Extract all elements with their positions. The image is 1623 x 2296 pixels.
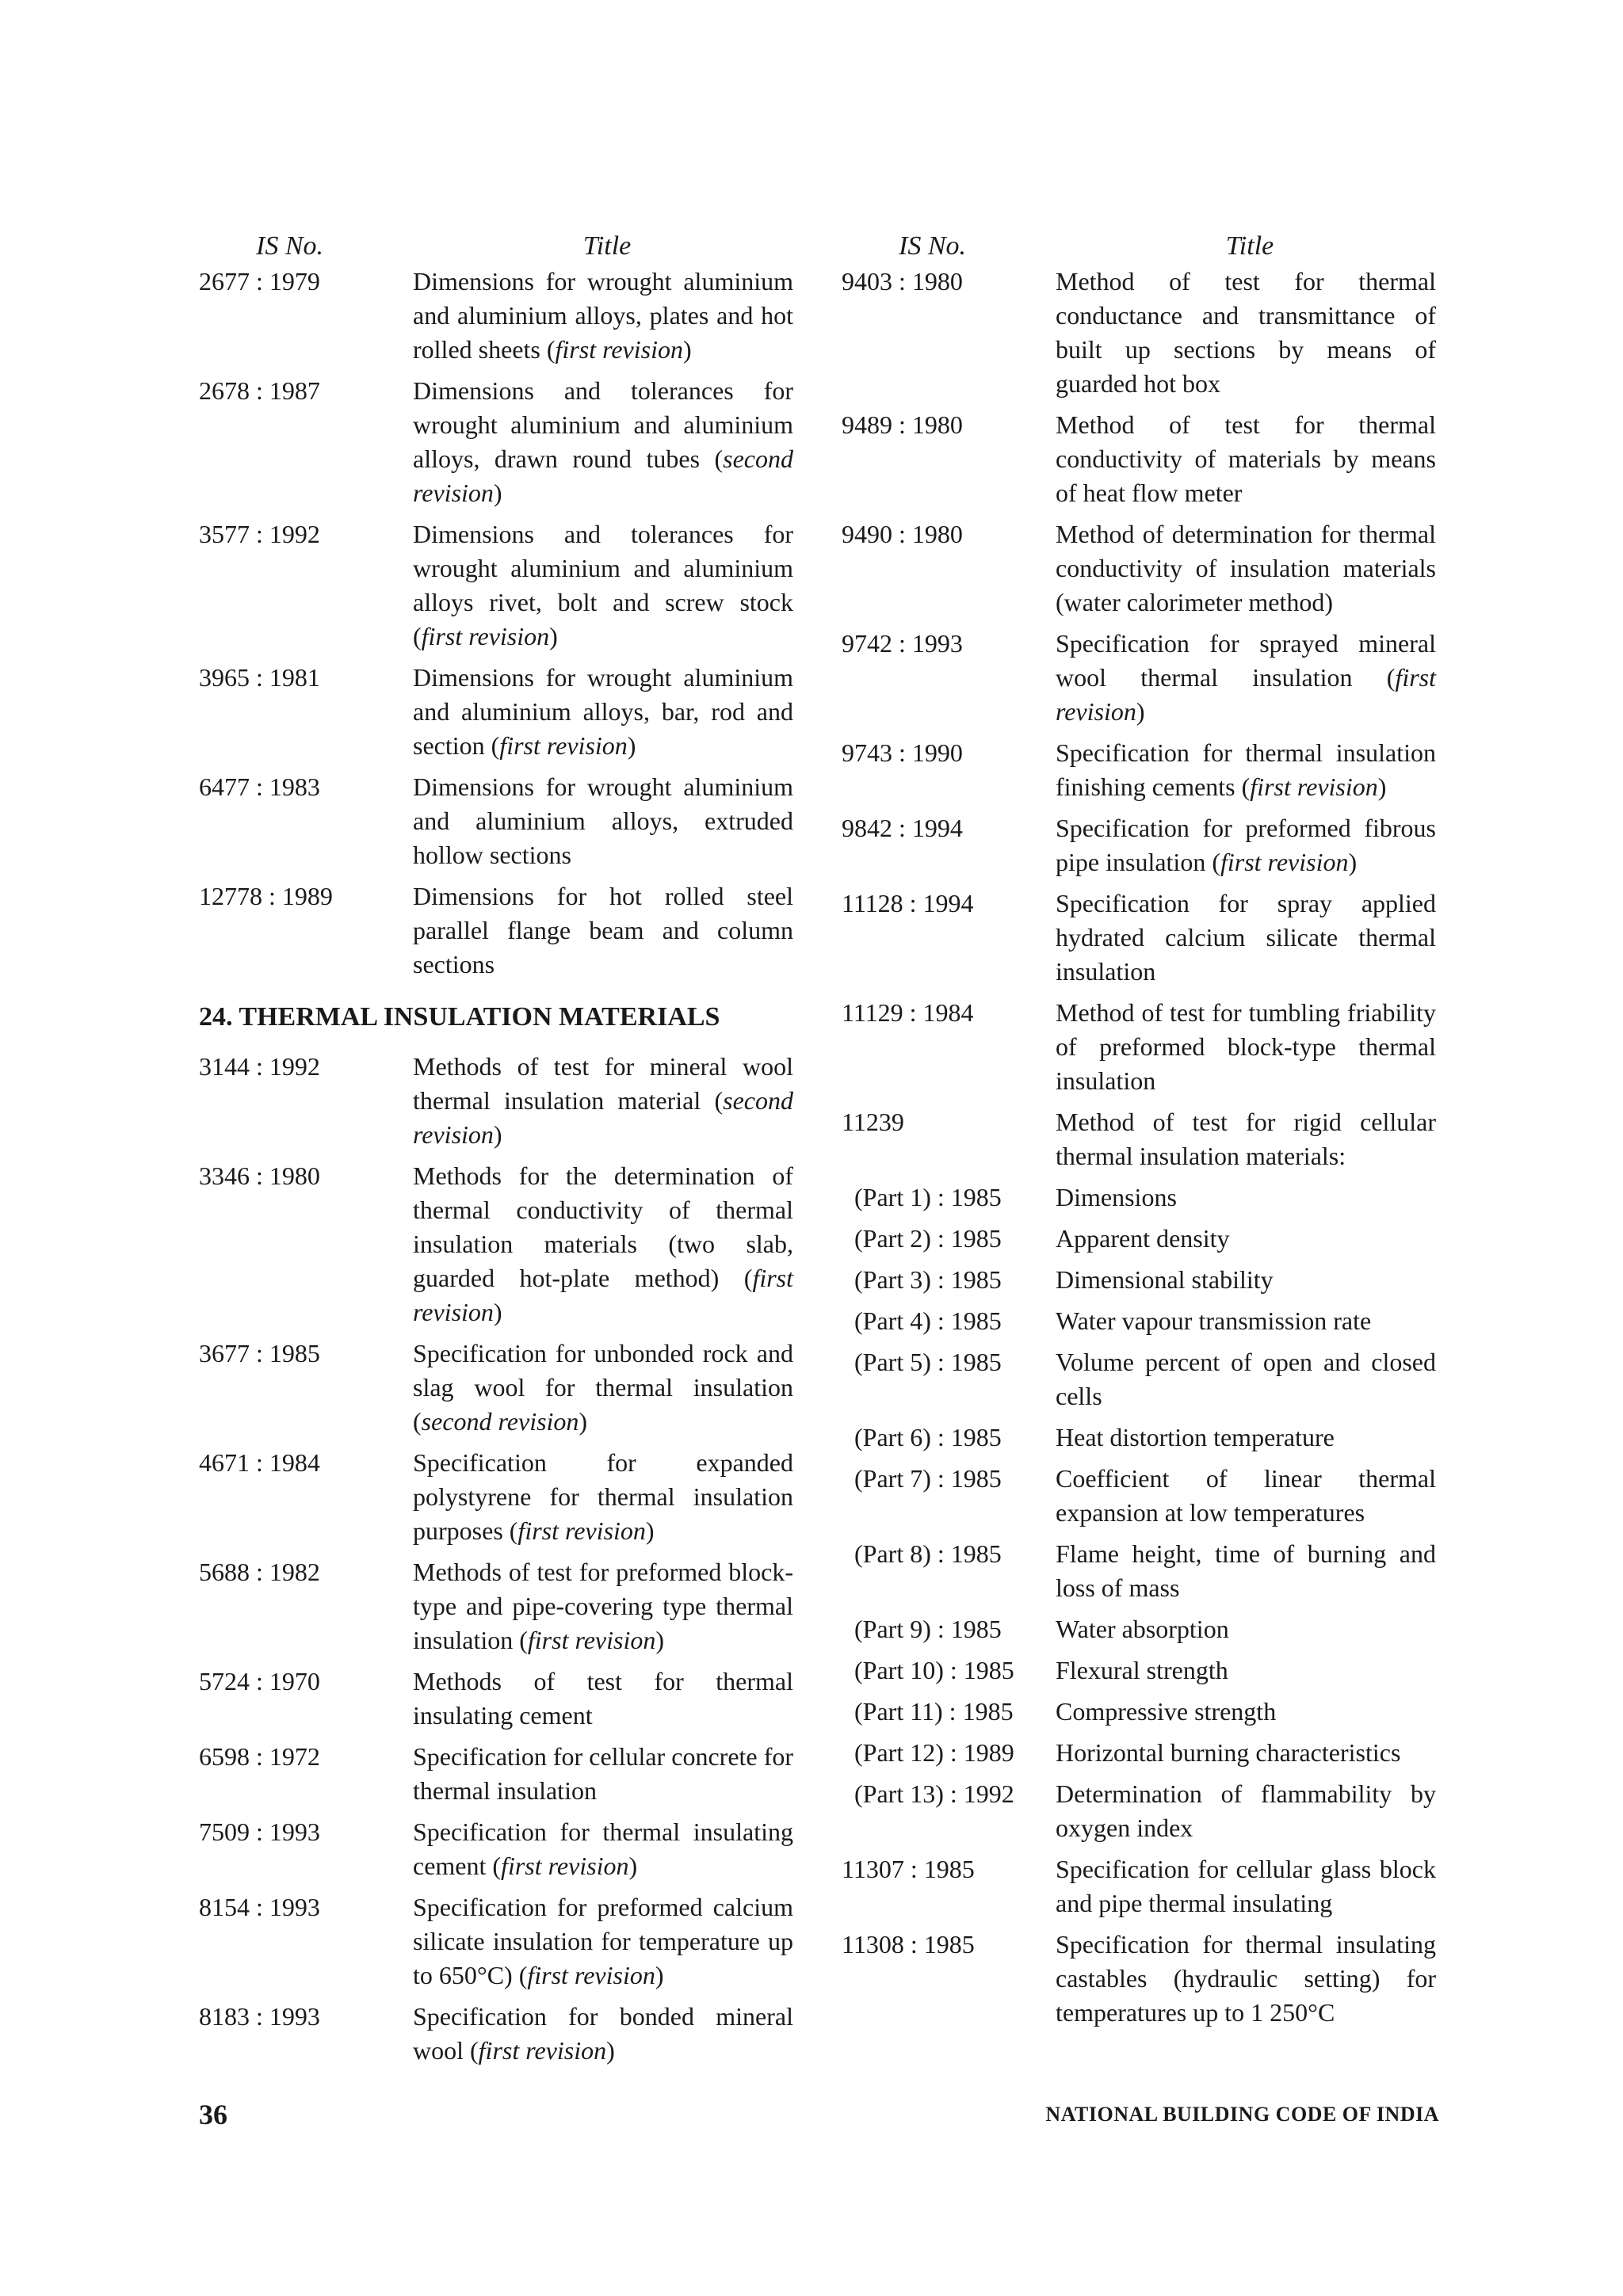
standard-title (1056, 1180, 1436, 1215)
title-text: Specification for preformed calcium silicate insulation for temperature up to 650°C) (413, 1893, 793, 1989)
standard-entry (842, 1263, 1444, 1297)
revision-note: first revision (413, 1264, 794, 1326)
revision-note: first revision (527, 1961, 655, 1989)
title-text: Specification for bonded mineral wool (413, 2002, 793, 2065)
standard-title (1056, 1537, 1436, 1605)
standard-entry (842, 517, 1444, 620)
standard-title (1056, 1695, 1436, 1729)
standard-entry (199, 2000, 801, 2068)
title-header: Title (1225, 231, 1274, 261)
standard-entry (199, 1815, 801, 1883)
right-column (842, 228, 1444, 2037)
standard-title (413, 879, 793, 982)
standard-entry (842, 1852, 1444, 1920)
title-text: Specification for preformed fibrous pipe insulation (1056, 814, 1436, 876)
standard-entry (842, 811, 1444, 879)
is-number: (Part 13) : 1992 (854, 1779, 1014, 1808)
is-number: 11308 : 1985 (842, 1930, 975, 1958)
standard-entry (842, 408, 1444, 510)
standard-entry (842, 1612, 1444, 1646)
standard-entry (842, 265, 1444, 401)
standard-entry (199, 1446, 801, 1548)
standard-entry (199, 517, 801, 654)
revision-note: second revision (413, 444, 793, 507)
title-header: Title (582, 231, 632, 261)
standard-title: Specification for thermal insulating cement (first revision) (413, 1817, 793, 1880)
is-number: 3144 : 1992 (199, 1052, 320, 1081)
is-number: 11307 : 1985 (842, 1855, 975, 1883)
is-number: 11128 : 1994 (842, 889, 974, 917)
standard-entry (842, 1222, 1444, 1256)
standard-entry (842, 736, 1444, 804)
left-entries-top (199, 265, 801, 982)
is-number: 9490 : 1980 (842, 520, 963, 548)
title-text: Method of test for rigid cellular thermal insulation materials: (1056, 1108, 1436, 1170)
standard-entry (199, 1890, 801, 1993)
standard-title (1056, 1345, 1436, 1413)
standard-entry (842, 627, 1444, 729)
standard-title (1056, 517, 1436, 620)
standard-title (1056, 1462, 1436, 1530)
standard-entry (199, 1050, 801, 1152)
publication-title: NATIONAL BUILDING CODE OF INDIA (1045, 2103, 1439, 2126)
standard-entry (842, 1462, 1444, 1530)
standard-entry (842, 887, 1444, 989)
title-text: Specification for expanded polystyrene for thermal insulation purposes (413, 1448, 793, 1545)
title-text: Dimensions and tolerances for wrought aluminium and aluminium alloys rivet, bolt and screw stock (413, 520, 793, 616)
is-number: 3346 : 1980 (199, 1161, 320, 1190)
title-text: Methods for the determination of thermal conductivity of thermal insulation materials (two slab, guarded hot-plate method) (413, 1161, 793, 1292)
standard-title: Specification for bonded mineral wool (first revision) (413, 2002, 793, 2065)
standard-entry (842, 1421, 1444, 1455)
is-no-header: IS No. (256, 231, 323, 261)
title-text: Apparent density (1056, 1224, 1230, 1253)
is-number: (Part 9) : 1985 (854, 1615, 1002, 1643)
standard-title (1056, 887, 1436, 989)
is-number: 11129 : 1984 (842, 998, 974, 1027)
standard-title (1056, 265, 1436, 401)
revision-note: first revision (421, 622, 550, 650)
title-text: Method of test for tumbling friability of preformed block-type thermal insulation (1056, 998, 1436, 1095)
is-number: 2678 : 1987 (199, 376, 320, 405)
standard-entry (199, 770, 801, 872)
is-number: 9842 : 1994 (842, 814, 963, 842)
standard-title: Specification for sprayed mineral wool thermal insulation (first revision) (1056, 629, 1437, 726)
standard-title (1056, 1222, 1436, 1256)
standard-entry (842, 1777, 1444, 1845)
is-number: 5688 : 1982 (199, 1558, 320, 1586)
standard-entry (842, 1345, 1444, 1413)
standard-title: Dimensions and tolerances for wrought aluminium and aluminium alloys rivet, bolt and screw stock (first revision) (413, 520, 793, 650)
left-column (199, 228, 801, 2075)
revision-note: first revision (1220, 848, 1349, 876)
is-number: (Part 8) : 1985 (854, 1539, 1002, 1568)
standard-entry (842, 1653, 1444, 1688)
title-text: Flame height, time of burning and loss of mass (1056, 1539, 1436, 1602)
is-number: (Part 5) : 1985 (854, 1348, 1002, 1376)
standard-title (1056, 1928, 1436, 2030)
is-number: 9742 : 1993 (842, 629, 963, 658)
is-number: 11239 (842, 1108, 904, 1136)
standard-title (1056, 1421, 1436, 1455)
revision-note: first revision (478, 2036, 607, 2065)
title-text: Specification for thermal insulation finishing cements (1056, 738, 1436, 801)
page-number: 36 (199, 2099, 227, 2130)
standard-title (1056, 1777, 1436, 1845)
title-text: Method of determination for thermal conductivity of insulation materials (water calorimeter method) (1056, 520, 1436, 616)
standard-entry (842, 996, 1444, 1098)
standard-title: Methods of test for mineral wool thermal insulation material (second revision) (413, 1052, 793, 1149)
revision-note: first revision (555, 335, 683, 364)
revision-note: first revision (517, 1516, 646, 1545)
title-text: Coefficient of linear thermal expansion at low temperatures (1056, 1464, 1436, 1527)
is-number: 7509 : 1993 (199, 1817, 320, 1846)
standard-title: Dimensions for wrought aluminium and aluminium alloys, bar, rod and section (first revision) (413, 663, 793, 760)
title-text: Dimensions (1056, 1183, 1177, 1211)
standard-entry (199, 879, 801, 982)
title-text: Dimensional stability (1056, 1265, 1274, 1294)
is-number: 8183 : 1993 (199, 2002, 320, 2031)
is-number: (Part 11) : 1985 (854, 1697, 1014, 1726)
standard-title: Specification for preformed fibrous pipe insulation (first revision) (1056, 814, 1436, 876)
title-text: Specification for unbonded rock and slag wool for thermal insulation (413, 1339, 793, 1402)
standard-title: Dimensions for wrought aluminium and aluminium alloys, plates and hot rolled sheets (first revision) (413, 267, 793, 364)
is-number: 2677 : 1979 (199, 267, 320, 296)
standard-title (1056, 1653, 1436, 1688)
title-text: Water absorption (1056, 1615, 1229, 1643)
is-number: (Part 10) : 1985 (854, 1656, 1014, 1684)
standard-entry (842, 1537, 1444, 1605)
title-text: Compressive strength (1056, 1697, 1277, 1726)
is-number: 4671 : 1984 (199, 1448, 320, 1477)
is-number: 5724 : 1970 (199, 1667, 320, 1695)
is-number: (Part 12) : 1989 (854, 1738, 1014, 1767)
standard-title: Specification for thermal insulation finishing cements (first revision) (1056, 738, 1436, 801)
is-number: 3577 : 1992 (199, 520, 320, 548)
is-number: 8154 : 1993 (199, 1893, 320, 1921)
title-text: Dimensions for hot rolled steel parallel flange beam and column sections (413, 882, 793, 978)
standard-title (413, 1740, 793, 1808)
standard-title: Specification for unbonded rock and slag wool for thermal insulation (second revision) (413, 1339, 793, 1436)
is-number: (Part 3) : 1985 (854, 1265, 1002, 1294)
standard-title (413, 1665, 793, 1733)
standard-title (1056, 1105, 1436, 1173)
title-text: Dimensions for wrought aluminium and aluminium alloys, extruded hollow sections (413, 772, 793, 869)
title-text: Specification for spray applied hydrated calcium silicate thermal insulation (1056, 889, 1436, 986)
is-number: 9489 : 1980 (842, 410, 963, 439)
revision-note: first revision (527, 1626, 656, 1654)
column-header (199, 228, 801, 265)
title-text: Water vapour transmission rate (1056, 1306, 1372, 1335)
left-entries-bottom (199, 1050, 801, 2068)
title-text: Specification for thermal insulating castables (hydraulic setting) for temperatures up to 1 250°C (1056, 1930, 1436, 2027)
standard-title (1056, 1852, 1436, 1920)
standard-entry (842, 1736, 1444, 1770)
revision-note: first revision (1250, 772, 1378, 801)
is-number: 3677 : 1985 (199, 1339, 320, 1367)
is-number: (Part 2) : 1985 (854, 1224, 1002, 1253)
column-header (842, 228, 1444, 265)
title-text: Specification for thermal insulating cement (413, 1817, 793, 1880)
is-number: 6598 : 1972 (199, 1742, 320, 1771)
is-number: (Part 4) : 1985 (854, 1306, 1002, 1335)
standard-title: Specification for preformed calcium silicate insulation for temperature up to 650°C) (first revision) (413, 1893, 793, 1989)
title-text: Determination of flammability by oxygen index (1056, 1779, 1436, 1842)
title-text: Horizontal burning characteristics (1056, 1738, 1401, 1767)
is-number: (Part 6) : 1985 (854, 1423, 1002, 1451)
standard-entry (842, 1695, 1444, 1729)
revision-note: first revision (1056, 663, 1437, 726)
title-text: Dimensions for wrought aluminium and aluminium alloys, plates and hot rolled sheets (413, 267, 793, 364)
standard-title (1056, 996, 1436, 1098)
standard-title: Methods for the determination of thermal conductivity of thermal insulation materials (two slab, guarded hot-plate method) (first revision) (413, 1161, 794, 1326)
title-text: Methods of test for preformed block-type and pipe-covering type thermal insulation (413, 1558, 793, 1654)
standard-title: Specification for expanded polystyrene for thermal insulation purposes (first revision) (413, 1448, 793, 1545)
title-text: Volume percent of open and closed cells (1056, 1348, 1436, 1410)
is-number: 12778 : 1989 (199, 882, 333, 910)
title-text: Specification for cellular concrete for thermal insulation (413, 1742, 793, 1805)
standard-title (1056, 1263, 1436, 1297)
standard-title: Methods of test for preformed block-type and pipe-covering type thermal insulation (first revision) (413, 1558, 793, 1654)
standard-entry (842, 1304, 1444, 1338)
is-number: 6477 : 1983 (199, 772, 320, 801)
standard-title (1056, 1612, 1436, 1646)
is-number: (Part 7) : 1985 (854, 1464, 1002, 1493)
title-text: Dimensions for wrought aluminium and aluminium alloys, bar, rod and section (413, 663, 793, 760)
title-text: Method of test for thermal conductance and transmittance of built up sections by means of guarded hot box (1056, 267, 1436, 398)
title-text: Methods of test for mineral wool thermal insulation material (413, 1052, 793, 1115)
is-number: 3965 : 1981 (199, 663, 320, 692)
standard-entry (199, 265, 801, 367)
standard-entry (199, 1337, 801, 1439)
section-heading: 24. THERMAL INSULATION MATERIALS (199, 1002, 720, 1032)
revision-note: first revision (499, 731, 628, 760)
title-text: Specification for sprayed mineral wool thermal insulation (1056, 629, 1436, 692)
standard-entry (199, 374, 801, 510)
standard-title: Dimensions and tolerances for wrought aluminium and aluminium alloys, drawn round tubes (second revision) (413, 376, 793, 507)
revision-note: first revision (501, 1852, 629, 1880)
right-entries (842, 265, 1444, 2030)
revision-note: second revision (421, 1407, 579, 1436)
standard-entry (199, 661, 801, 763)
is-no-header: IS No. (899, 231, 966, 261)
standard-entry (199, 1665, 801, 1733)
title-text: Flexural strength (1056, 1656, 1228, 1684)
is-number: 9403 : 1980 (842, 267, 963, 296)
title-text: Specification for cellular glass block and pipe thermal insulating (1056, 1855, 1436, 1917)
standard-title (1056, 1304, 1436, 1338)
standard-entry (842, 1105, 1444, 1173)
standard-title (1056, 408, 1436, 510)
is-number: (Part 1) : 1985 (854, 1183, 1002, 1211)
is-number: 9743 : 1990 (842, 738, 963, 767)
title-text: Method of test for thermal conductivity of materials by means of heat flow meter (1056, 410, 1436, 507)
standard-entry (842, 1180, 1444, 1215)
standard-title (413, 770, 793, 872)
title-text: Methods of test for thermal insulating cement (413, 1667, 793, 1730)
standard-entry (199, 1740, 801, 1808)
standard-entry (199, 1159, 801, 1329)
revision-note: second revision (413, 1086, 793, 1149)
standard-entry (842, 1928, 1444, 2030)
standard-entry (199, 1555, 801, 1657)
title-text: Dimensions and tolerances for wrought aluminium and aluminium alloys, drawn round tubes (413, 376, 793, 473)
title-text: Heat distortion temperature (1056, 1423, 1335, 1451)
standard-title (1056, 1736, 1436, 1770)
